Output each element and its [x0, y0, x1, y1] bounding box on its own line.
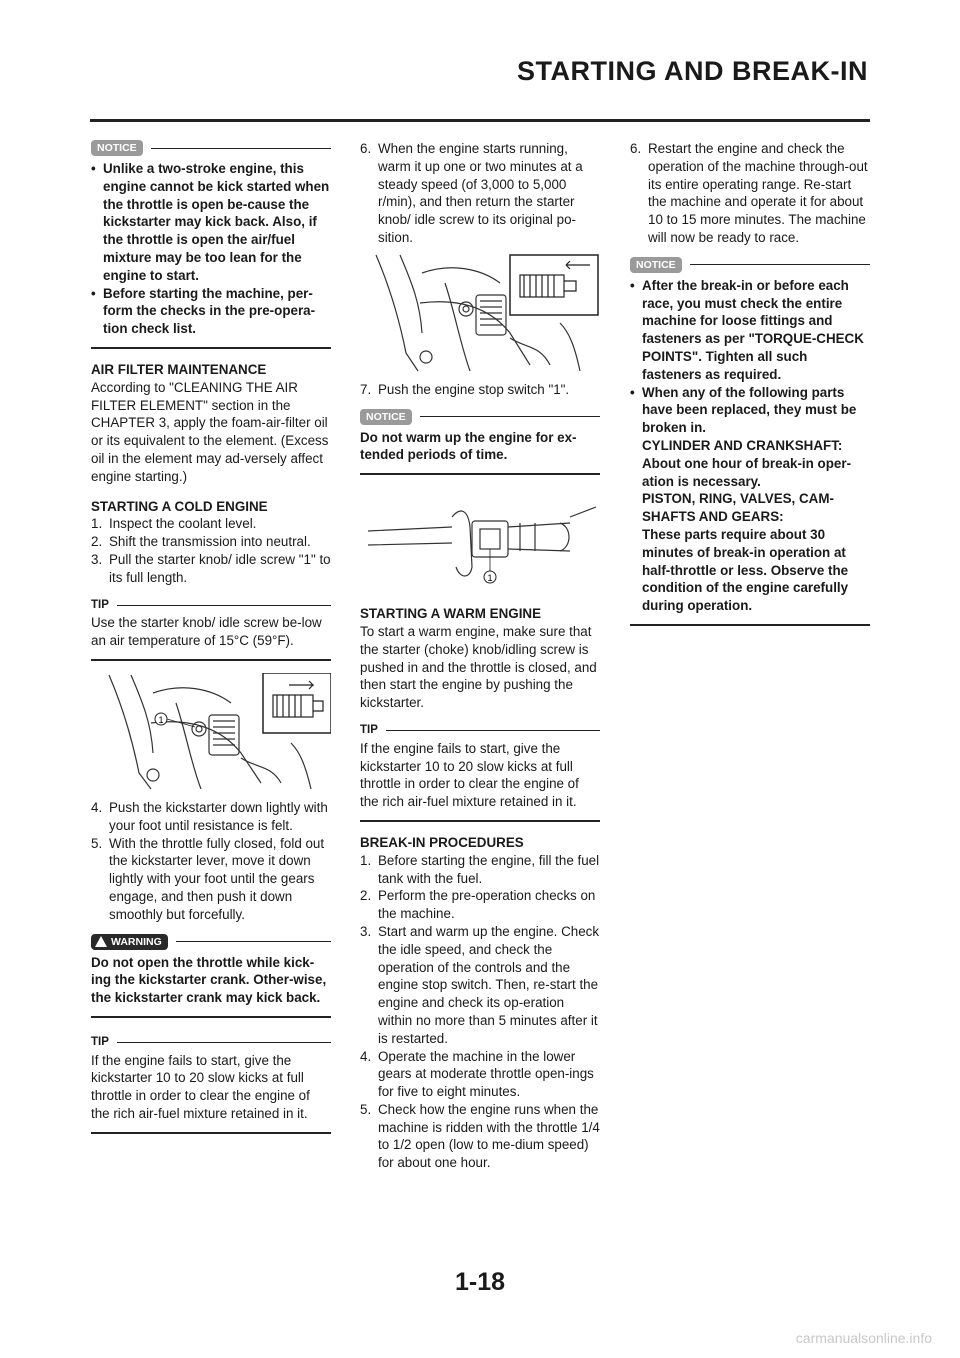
list-item: 5. Check how the engine runs when the machine is ridden with the throttle 1/4 to 1/2 open (low to me-dium speed) for about one hour. — [360, 1101, 600, 1171]
notice-header: NOTICE — [630, 257, 870, 273]
notice-bullets — [630, 277, 870, 615]
list-item: 4. Push the kickstarter down lightly with your foot until resistance is felt. — [91, 799, 328, 833]
engine-illustration — [91, 673, 331, 791]
title-rule — [90, 119, 870, 122]
column-2 — [360, 140, 600, 1172]
tip-header: TIP — [360, 722, 600, 740]
list-item: 2. Shift the transmission into neutral. — [91, 534, 311, 550]
tip-header — [91, 597, 331, 615]
notice-header: NOTICE — [360, 409, 600, 425]
figure-starter-knob — [91, 673, 331, 791]
paragraph: According to "CLEANING THE AIR FILTER ELEMENT" section in the CHAPTER 3, apply the foam-air-filter oil or its equivalent to the element. (Excess oil in the element may ad-versely affect engine starting.) — [91, 379, 329, 484]
steps-list — [91, 515, 331, 586]
section-heading: AIR FILTER MAINTENANCE — [91, 361, 267, 377]
column-3 — [630, 140, 870, 638]
warning-text: Do not open the throttle while kick-ing the kickstarter crank. Other-wise, the kickstarter crank may kick back. — [91, 954, 327, 1006]
page-title: STARTING AND BREAK-IN — [517, 56, 868, 86]
handlebar-illustration — [360, 487, 600, 597]
tip-text: If the engine fails to start, give the kickstarter 10 to 20 slow kicks at full throttle in order to clear the engine of the rich air-fuel mixture retained in it. — [91, 1052, 310, 1122]
list-item: 4. Operate the machine in the lower gears at moderate throttle open-ings for five to eight minutes. — [360, 1048, 594, 1100]
list-item: 2. Perform the pre-operation checks on the machine. — [360, 888, 596, 922]
column-1 — [91, 140, 331, 1146]
tip-text: Use the starter knob/ idle screw be-low an air temperature of 15°C (59°F). — [91, 615, 322, 649]
sub-heading: PISTON, RING, VALVES, CAM-SHAFTS AND GEARS: — [642, 491, 834, 525]
section-heading: STARTING A WARM ENGINE — [360, 606, 542, 622]
section-end-rule — [91, 347, 331, 349]
tip-text: If the engine fails to start, give the kickstarter 10 to 20 slow kicks at full throttle in order to clear the engine of the rich air-fuel mixture retained in it. — [360, 740, 579, 810]
list-item: 6. Restart the engine and check the operation of the machine through-out its entire operating range. Re-start the machine and operate it for about 10 to 15 more minutes. The machine will now be ready to race. — [630, 141, 868, 245]
tip-label: TIP — [91, 598, 109, 611]
figure-stop-switch — [360, 487, 600, 597]
callout-label: 1 — [487, 573, 493, 584]
warning-tag: WARNING — [91, 934, 168, 950]
steps-list — [360, 140, 600, 247]
steps-list — [360, 381, 600, 399]
steps-list — [360, 852, 600, 1172]
list-item: 1. Before starting the engine, fill the fuel tank with the fuel. — [360, 852, 600, 886]
watermark: carmanualsonline.info — [795, 1330, 932, 1346]
notice-tag: NOTICE — [91, 140, 143, 156]
section-heading: STARTING A COLD ENGINE — [91, 498, 268, 514]
figure-warm-up — [360, 253, 600, 373]
list-item: 7. Push the engine stop switch "1". — [360, 381, 570, 397]
callout-label: 1 — [158, 714, 164, 725]
paragraph: To start a warm engine, make sure that the starter (choke) knob/idling screw is pushed in and the throttle is closed, and then start the engine by pushing the kickstarter. — [360, 623, 597, 711]
warning-icon — [95, 936, 107, 947]
list-item: 3. Pull the starter knob/ idle screw "1" to its full length. — [91, 551, 331, 585]
tip-header: TIP — [91, 1034, 331, 1052]
steps-list — [91, 799, 331, 924]
section-heading: BREAK-IN PROCEDURES — [360, 834, 524, 850]
list-item: • When any of the following parts have been replaced, they must be broken in. CYLINDER AND CRANKSHAFT: About one hour of break-in oper-ation is necessary. PISTON, RING, VALVES, CAM-SHAFTS AND GEARS: These parts require about 30 minutes of break-in operation at half-throttle or less. Observe the condition of the engine carefully during operation. — [630, 384, 857, 614]
list-item: • Unlike a two-stroke engine, this engine cannot be kick started when the throttle is open be-cause the kickstarter may kick back. Also, if the throttle is open the air/fuel mixture may be too lean for the engine to start. — [91, 161, 330, 283]
warning-header — [91, 934, 331, 950]
list-item: 5. With the throttle fully closed, fold out the kickstarter lever, move it down lightly with your foot until the gears engage, and then push it down smoothly but forcefully. — [91, 835, 325, 922]
list-item: • Before starting the machine, per-form the checks in the pre-opera-tion check list. — [91, 285, 316, 337]
notice-header — [91, 140, 331, 156]
list-item: • After the break-in or before each race, you must check the entire machine for loose fittings and fasteners as per "TORQUE-CHECK POINTS". Tighten all such fasteners as required. — [630, 277, 864, 382]
sub-heading: CYLINDER AND CRANKSHAFT: — [642, 437, 843, 453]
steps-list — [630, 140, 870, 247]
list-item: 1. Inspect the coolant level. — [91, 516, 257, 532]
page-number: 1-18 — [454, 1268, 506, 1296]
engine-illustration — [360, 253, 600, 373]
notice-text: Do not warm up the engine for ex-tended periods of time. — [360, 429, 577, 463]
notice-bullets — [91, 160, 331, 338]
list-item: 6. When the engine starts running, warm it up one or two minutes at a steady speed (of 3,000 to 5,000 r/min), and then return the starter knob/ idle screw to its original po-sition. — [360, 141, 583, 245]
list-item: 3. Start and warm up the engine. Check the idle speed, and check the operation of the controls and the engine stop switch. Then, re-start the engine and check its op-eration within no more than 5 minutes after it is restarted. — [360, 923, 600, 1046]
